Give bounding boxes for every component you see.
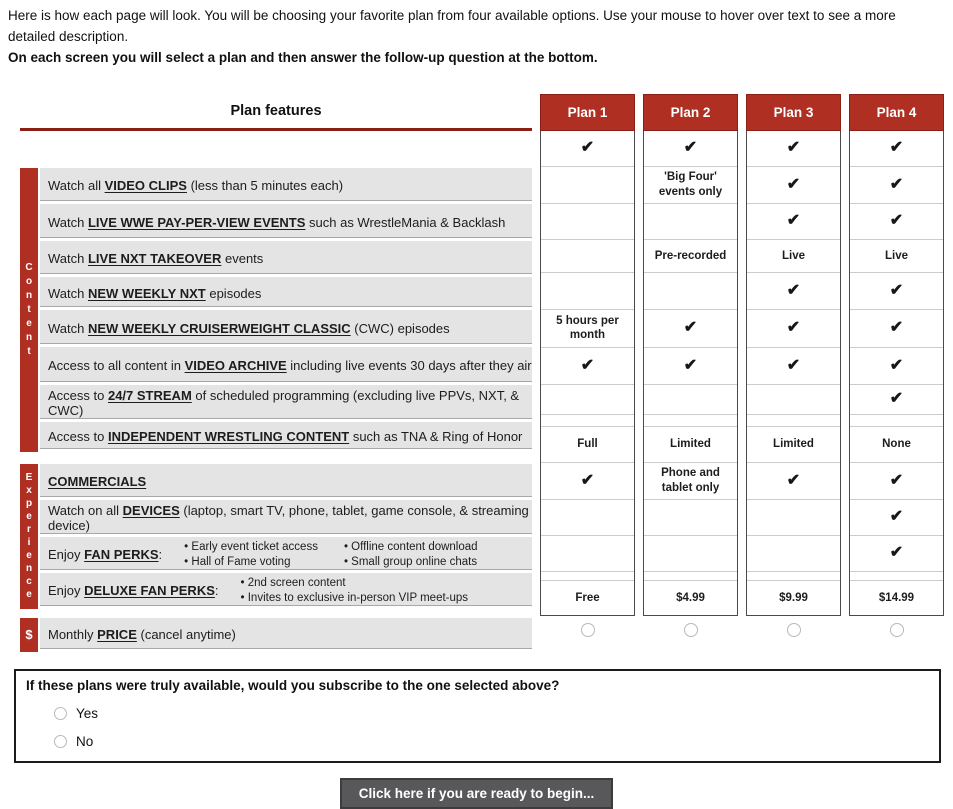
features-header: Plan features bbox=[230, 102, 322, 119]
plan-gap-cell bbox=[644, 415, 737, 427]
plan-cell bbox=[644, 240, 737, 273]
plan-cell bbox=[644, 310, 737, 348]
feature-text: Monthly PRICE (cancel anytime) bbox=[48, 627, 236, 643]
plan-gap-cell bbox=[747, 572, 840, 581]
feature-text: Watch NEW WEEKLY CRUISERWEIGHT CLASSIC (CWC) episodes bbox=[48, 320, 450, 336]
plan-cell bbox=[541, 581, 634, 615]
check-icon: ✔ bbox=[683, 319, 698, 337]
feature-row bbox=[40, 277, 532, 310]
feature-row bbox=[40, 385, 532, 422]
followup-question-box bbox=[14, 669, 941, 763]
plan-cell bbox=[644, 385, 737, 415]
plan-cell bbox=[747, 500, 840, 536]
check-icon: ✔ bbox=[683, 356, 698, 374]
feature-row bbox=[40, 500, 532, 537]
plan-cell bbox=[541, 500, 634, 536]
feature-link[interactable]: NEW WEEKLY NXT bbox=[87, 285, 206, 301]
feature-link[interactable]: FAN PERKS bbox=[84, 547, 159, 563]
section-bars bbox=[20, 131, 38, 652]
plan-cell bbox=[541, 204, 634, 240]
section-label-content: C o n t e n t bbox=[20, 168, 38, 452]
instructions bbox=[8, 6, 945, 69]
plan-cell bbox=[644, 500, 737, 536]
plan-cell bbox=[541, 536, 634, 572]
plan-cell-text: $9.99 bbox=[779, 591, 808, 604]
feature-text: Access to INDEPENDENT WRESTLING CONTENT such as TNA & Ring of Honor bbox=[48, 429, 523, 445]
perk-item: • Hall of Fame voting bbox=[184, 555, 291, 568]
plan-cell bbox=[541, 385, 634, 415]
feature-row bbox=[40, 537, 532, 573]
plan-cell bbox=[541, 167, 634, 204]
feature-text: Access to all content in VIDEO ARCHIVE including live events 30 days after they air bbox=[48, 358, 532, 374]
feature-text: Watch on all DEVICES (laptop, smart TV, phone, tablet, game console, & streaming device) bbox=[48, 503, 529, 534]
features-column bbox=[20, 94, 532, 652]
plan-body-4 bbox=[849, 131, 944, 616]
check-icon: ✔ bbox=[786, 139, 801, 157]
plan-cell bbox=[747, 240, 840, 273]
begin-button[interactable]: Click here if you are ready to begin... bbox=[340, 778, 614, 809]
plan-cell bbox=[644, 348, 737, 385]
plan-body-1 bbox=[540, 131, 635, 616]
plan-cell bbox=[747, 463, 840, 500]
perk-item: • Early event ticket access bbox=[184, 540, 318, 553]
check-icon: ✔ bbox=[889, 356, 904, 374]
plan-cell bbox=[850, 310, 943, 348]
plan-cell bbox=[850, 581, 943, 615]
followup-question-text: If these plans were truly available, would you subscribe to the one selected above? bbox=[26, 677, 560, 693]
plan-cell bbox=[850, 131, 943, 167]
feature-text: Watch NEW WEEKLY NXT episodes bbox=[48, 285, 262, 301]
check-icon: ✔ bbox=[683, 139, 698, 157]
instructions-line1: Here is how each page will look. You will be choosing your favorite plan from four available options. Use your mouse to hover over text to see a more detailed description. bbox=[8, 8, 896, 44]
plan-cell bbox=[747, 310, 840, 348]
plan-cell bbox=[747, 581, 840, 615]
plan-4-radio[interactable] bbox=[890, 623, 904, 637]
check-icon: ✔ bbox=[889, 544, 904, 562]
feature-row bbox=[40, 347, 532, 385]
plan-header-2: Plan 2 bbox=[643, 94, 738, 131]
feature-link[interactable]: LIVE WWE PAY-PER-VIEW EVENTS bbox=[87, 214, 306, 230]
section-label-price: $ bbox=[20, 618, 38, 652]
check-icon: ✔ bbox=[889, 471, 904, 489]
plan-header-1: Plan 1 bbox=[540, 94, 635, 131]
perk-item: • Small group online chats bbox=[343, 555, 478, 568]
plan-cell bbox=[747, 273, 840, 310]
plan-cell bbox=[850, 273, 943, 310]
feature-row bbox=[40, 204, 532, 241]
feature-row bbox=[40, 464, 532, 500]
plan-cell bbox=[747, 536, 840, 572]
plan-gap-cell bbox=[747, 415, 840, 427]
feature-text: Watch LIVE NXT TAKEOVER events bbox=[48, 251, 264, 267]
check-icon: ✔ bbox=[889, 139, 904, 157]
feature-link[interactable]: LIVE NXT TAKEOVER bbox=[87, 251, 222, 267]
perk-bullets bbox=[241, 576, 469, 606]
plan-column-1 bbox=[540, 94, 635, 637]
plan-cell bbox=[850, 385, 943, 415]
plan-gap-cell bbox=[644, 572, 737, 581]
plan-cell bbox=[850, 167, 943, 204]
perk-bullets bbox=[184, 540, 477, 570]
plan-cell-text: Full bbox=[577, 438, 598, 451]
plan-cell bbox=[850, 204, 943, 240]
plan-cell bbox=[541, 240, 634, 273]
yes-radio[interactable] bbox=[54, 707, 67, 720]
plan-cell-text: 5 hours per month bbox=[556, 314, 619, 342]
plan-cell bbox=[644, 167, 737, 204]
plan-cell bbox=[644, 536, 737, 572]
plan-cell bbox=[850, 536, 943, 572]
plan-cell bbox=[850, 500, 943, 536]
plan-gap-cell bbox=[850, 572, 943, 581]
plan-cell-text: Live bbox=[884, 249, 908, 262]
check-icon: ✔ bbox=[580, 356, 595, 374]
plan-cell bbox=[747, 131, 840, 167]
check-icon: ✔ bbox=[786, 281, 801, 299]
check-icon: ✔ bbox=[889, 508, 904, 526]
plan-gap-cell bbox=[541, 572, 634, 581]
plan-1-radio[interactable] bbox=[581, 623, 595, 637]
feature-row bbox=[40, 618, 532, 652]
no-label: No bbox=[76, 733, 94, 749]
plan-cell-text: Phone and tablet only bbox=[661, 467, 720, 494]
plan-column-2 bbox=[643, 94, 738, 637]
plan-3-radio[interactable] bbox=[787, 623, 801, 637]
instructions-line2: On each screen you will select a plan and then answer the follow-up question at the bottom. bbox=[8, 49, 598, 65]
feature-link[interactable]: DELUXE FAN PERKS bbox=[84, 583, 215, 599]
perk-item: • 2nd screen content bbox=[240, 576, 346, 589]
plan-cell bbox=[850, 240, 943, 273]
no-radio[interactable] bbox=[54, 735, 67, 748]
feature-rows bbox=[40, 131, 532, 652]
feature-text bbox=[48, 474, 146, 489]
plan-cell bbox=[644, 204, 737, 240]
plan-cell bbox=[541, 310, 634, 348]
plan-column-3 bbox=[746, 94, 841, 637]
check-icon: ✔ bbox=[786, 212, 801, 230]
feature-link[interactable]: VIDEO CLIPS bbox=[104, 178, 187, 194]
feature-link[interactable]: 24/7 STREAM bbox=[107, 388, 192, 404]
plan-body-3 bbox=[746, 131, 841, 616]
check-icon: ✔ bbox=[786, 175, 801, 193]
feature-row bbox=[40, 422, 532, 452]
check-icon: ✔ bbox=[889, 390, 904, 408]
plan-cell bbox=[541, 273, 634, 310]
plan-cell-text: 'Big Four' events only bbox=[658, 171, 723, 198]
feature-link[interactable]: NEW WEEKLY CRUISERWEIGHT CLASSIC bbox=[87, 320, 351, 336]
plan-cell bbox=[747, 167, 840, 204]
plan-cell bbox=[747, 348, 840, 385]
feature-link[interactable]: COMMERCIALS bbox=[48, 474, 147, 490]
feature-link[interactable]: DEVICES bbox=[122, 503, 180, 519]
check-icon: ✔ bbox=[889, 319, 904, 337]
plan-cell-text: $14.99 bbox=[878, 591, 915, 604]
feature-row bbox=[40, 241, 532, 277]
plan-cell bbox=[541, 463, 634, 500]
feature-text: Enjoy FAN PERKS: bbox=[48, 547, 163, 563]
plan-cell bbox=[541, 131, 634, 167]
feature-row bbox=[40, 310, 532, 347]
plan-header-3: Plan 3 bbox=[746, 94, 841, 131]
yes-label: Yes bbox=[76, 705, 99, 721]
plan-body-2 bbox=[643, 131, 738, 616]
option-no[interactable] bbox=[54, 734, 929, 749]
plan-cell bbox=[850, 348, 943, 385]
plan-cell-text: Limited bbox=[773, 438, 814, 451]
plan-column-4 bbox=[849, 94, 944, 637]
feature-text: Watch all VIDEO CLIPS (less than 5 minutes each) bbox=[48, 178, 344, 194]
check-icon: ✔ bbox=[580, 471, 595, 489]
check-icon: ✔ bbox=[786, 356, 801, 374]
plan-cell bbox=[644, 463, 737, 500]
check-icon: ✔ bbox=[786, 471, 801, 489]
plan-gap-cell bbox=[541, 415, 634, 427]
plan-cell bbox=[747, 204, 840, 240]
plan-cell-text: Free bbox=[575, 591, 600, 604]
plan-cell-text: Pre-recorded bbox=[654, 249, 727, 262]
check-icon: ✔ bbox=[580, 139, 595, 157]
plan-gap-cell bbox=[850, 415, 943, 427]
plan-cell bbox=[644, 131, 737, 167]
check-icon: ✔ bbox=[786, 319, 801, 337]
option-yes[interactable] bbox=[54, 706, 929, 721]
plan-cell bbox=[747, 385, 840, 415]
plan-comparison-table bbox=[20, 94, 953, 652]
plan-cell-text: Live bbox=[781, 249, 805, 262]
check-icon: ✔ bbox=[889, 175, 904, 193]
feature-text: Enjoy DELUXE FAN PERKS: bbox=[48, 583, 219, 599]
feature-row bbox=[40, 573, 532, 609]
check-icon: ✔ bbox=[889, 212, 904, 230]
plan-cell bbox=[541, 427, 634, 463]
plan-cell bbox=[747, 427, 840, 463]
feature-row bbox=[40, 168, 532, 204]
feature-link[interactable]: PRICE bbox=[97, 627, 137, 643]
feature-text: Access to 24/7 STREAM of scheduled programming (excluding live PPVs, NXT, & CWC) bbox=[48, 388, 520, 419]
plan-cell-text: $4.99 bbox=[676, 591, 705, 604]
plan-cell bbox=[850, 463, 943, 500]
check-icon: ✔ bbox=[889, 281, 904, 299]
plan-2-radio[interactable] bbox=[684, 623, 698, 637]
plan-cell-text: Limited bbox=[670, 438, 711, 451]
feature-link[interactable]: INDEPENDENT WRESTLING CONTENT bbox=[107, 429, 350, 445]
perk-item: • Invites to exclusive in-person VIP meet-ups bbox=[240, 591, 469, 604]
feature-text: Watch LIVE WWE PAY-PER-VIEW EVENTS such as WrestleMania & Backlash bbox=[48, 214, 506, 230]
plan-cell bbox=[644, 581, 737, 615]
perk-item: • Offline content download bbox=[343, 540, 478, 553]
plan-cell bbox=[541, 348, 634, 385]
feature-link[interactable]: VIDEO ARCHIVE bbox=[184, 358, 287, 374]
plan-cell bbox=[850, 427, 943, 463]
plan-cell bbox=[644, 427, 737, 463]
plan-header-4: Plan 4 bbox=[849, 94, 944, 131]
plan-cell bbox=[644, 273, 737, 310]
plan-cell-text: None bbox=[882, 438, 911, 451]
section-label-experience: E x p e r i e n c e bbox=[20, 464, 38, 609]
